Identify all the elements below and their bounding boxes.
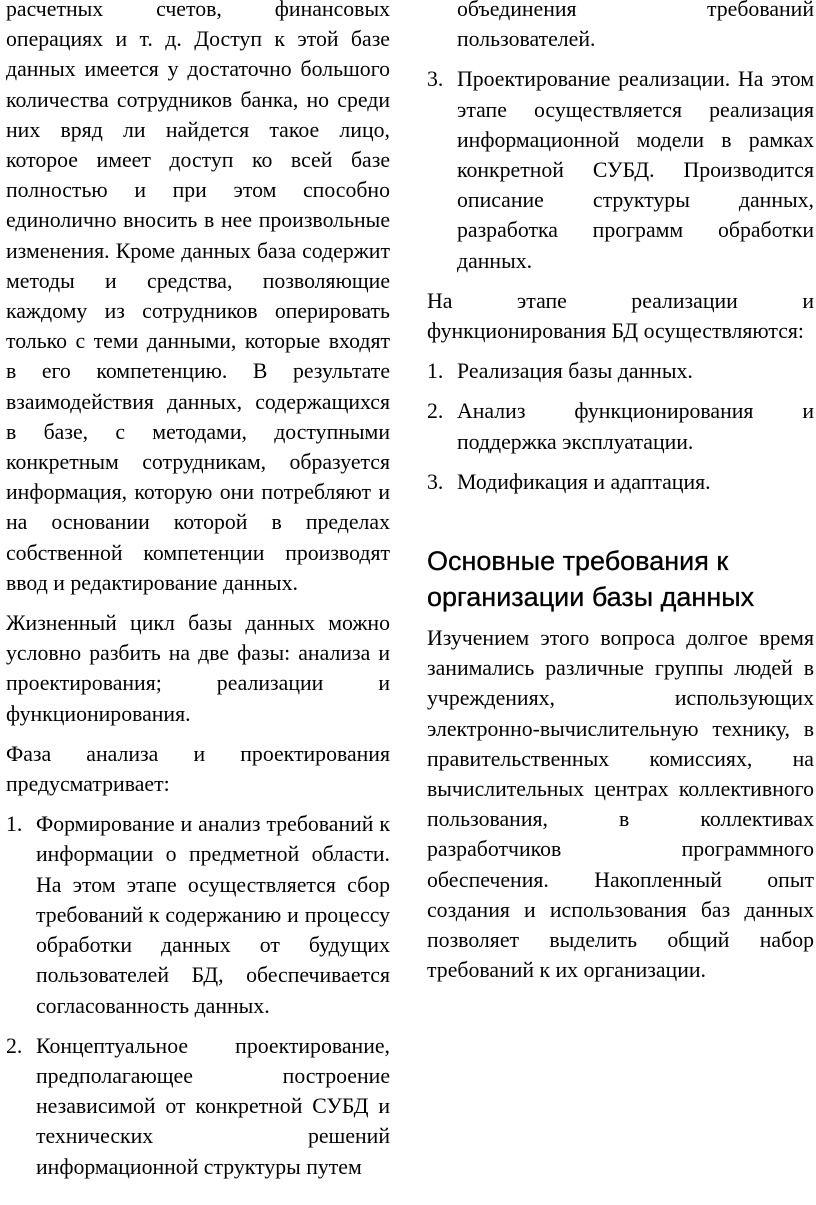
list-item [427,396,814,456]
list-item [427,356,814,386]
analysis-phase-list-continued [427,0,814,276]
list-item [6,1031,390,1182]
paragraph-analysis-phase: Фаза анализа и проектирования предусматривает: [6,741,390,797]
list-item-continuation [427,0,814,54]
list-item-text: Концептуальное проектирование, предполагающее построение независимой от конкретной СУБД и технических решений информационной структуры путем [36,1033,390,1179]
list-item-text: Формирование и анализ требований к информации о предметной области. На этом этапе осуществляется сбор требований к содержанию и процессу обработки данных от будущих пользователей БД, обеспечивается согласованность данных. [36,812,390,1018]
list-item [427,467,814,497]
list-item-text: Модификация и адаптация. [457,469,711,494]
list-item-text: Проектирование реализации. На этом этапе осуществляется реализация информационной модели в рамках конкретной СУБД. Производится описание структуры данных, разработка программ обработки данных. [457,67,814,273]
list-item [427,64,814,275]
paragraph-lifecycle: Жизненный цикл базы данных можно условно разбить на две фазы: анализа и проектирования; реализации и функционирования. [6,611,390,726]
list-item-number: 2. [6,1033,23,1058]
list-item-number: 3. [427,67,444,92]
list-item-text: Анализ функционирования и поддержка эксплуатации. [457,399,814,454]
right-column [427,0,814,995]
implementation-phase-list [427,356,814,497]
paragraph-implementation-phase: На этапе реализации и функционирования БД осуществляются: [427,288,814,344]
analysis-phase-list [6,809,390,1181]
section-heading: Основные требования к организации базы данных [427,546,755,613]
list-item-number: 1. [427,359,444,384]
list-item-number: 2. [427,399,444,424]
left-column [6,0,390,1192]
list-item-text: Реализация базы данных. [457,359,693,384]
list-item-number: 3. [427,469,444,494]
paragraph-requirements: Изучением этого вопроса долгое время занимались различные группы людей в учреждениях, использующих электронно-вычислительную технику, в правительственных комиссиях, на вычислительных центрах коллективного пользования, в коллективах разработчиков программного обеспечения. Накопленный опыт создания и использования баз данных позволяет выделить общий набор требований к их организации. [427,626,814,983]
list-item [6,809,390,1020]
paragraph-bank-database: расчетных счетов, финансовых операциях и т. д. Доступ к этой базе данных имеется у достаточно большого количества сотрудников банка, но среди них вряд ли найдется такое лицо, которое имеет доступ ко всей базе полностью и при этом способно единолично вносить в нее произвольные изменения. Кроме данных база содержит методы и средства, позволяющие каждому из сотрудников оперировать только с теми данными, которые входят в его компетенцию. В результате взаимодействия данных, содержащихся в базе, с методами, доступными конкретным сотрудникам, образуется информация, которую они потребляют и на основании которой в пределах собственной компетенции производят ввод и редактирование данных. [6,0,390,595]
list-item-text: объединения требований пользователей. [457,0,814,52]
list-item-number: 1. [6,812,23,837]
